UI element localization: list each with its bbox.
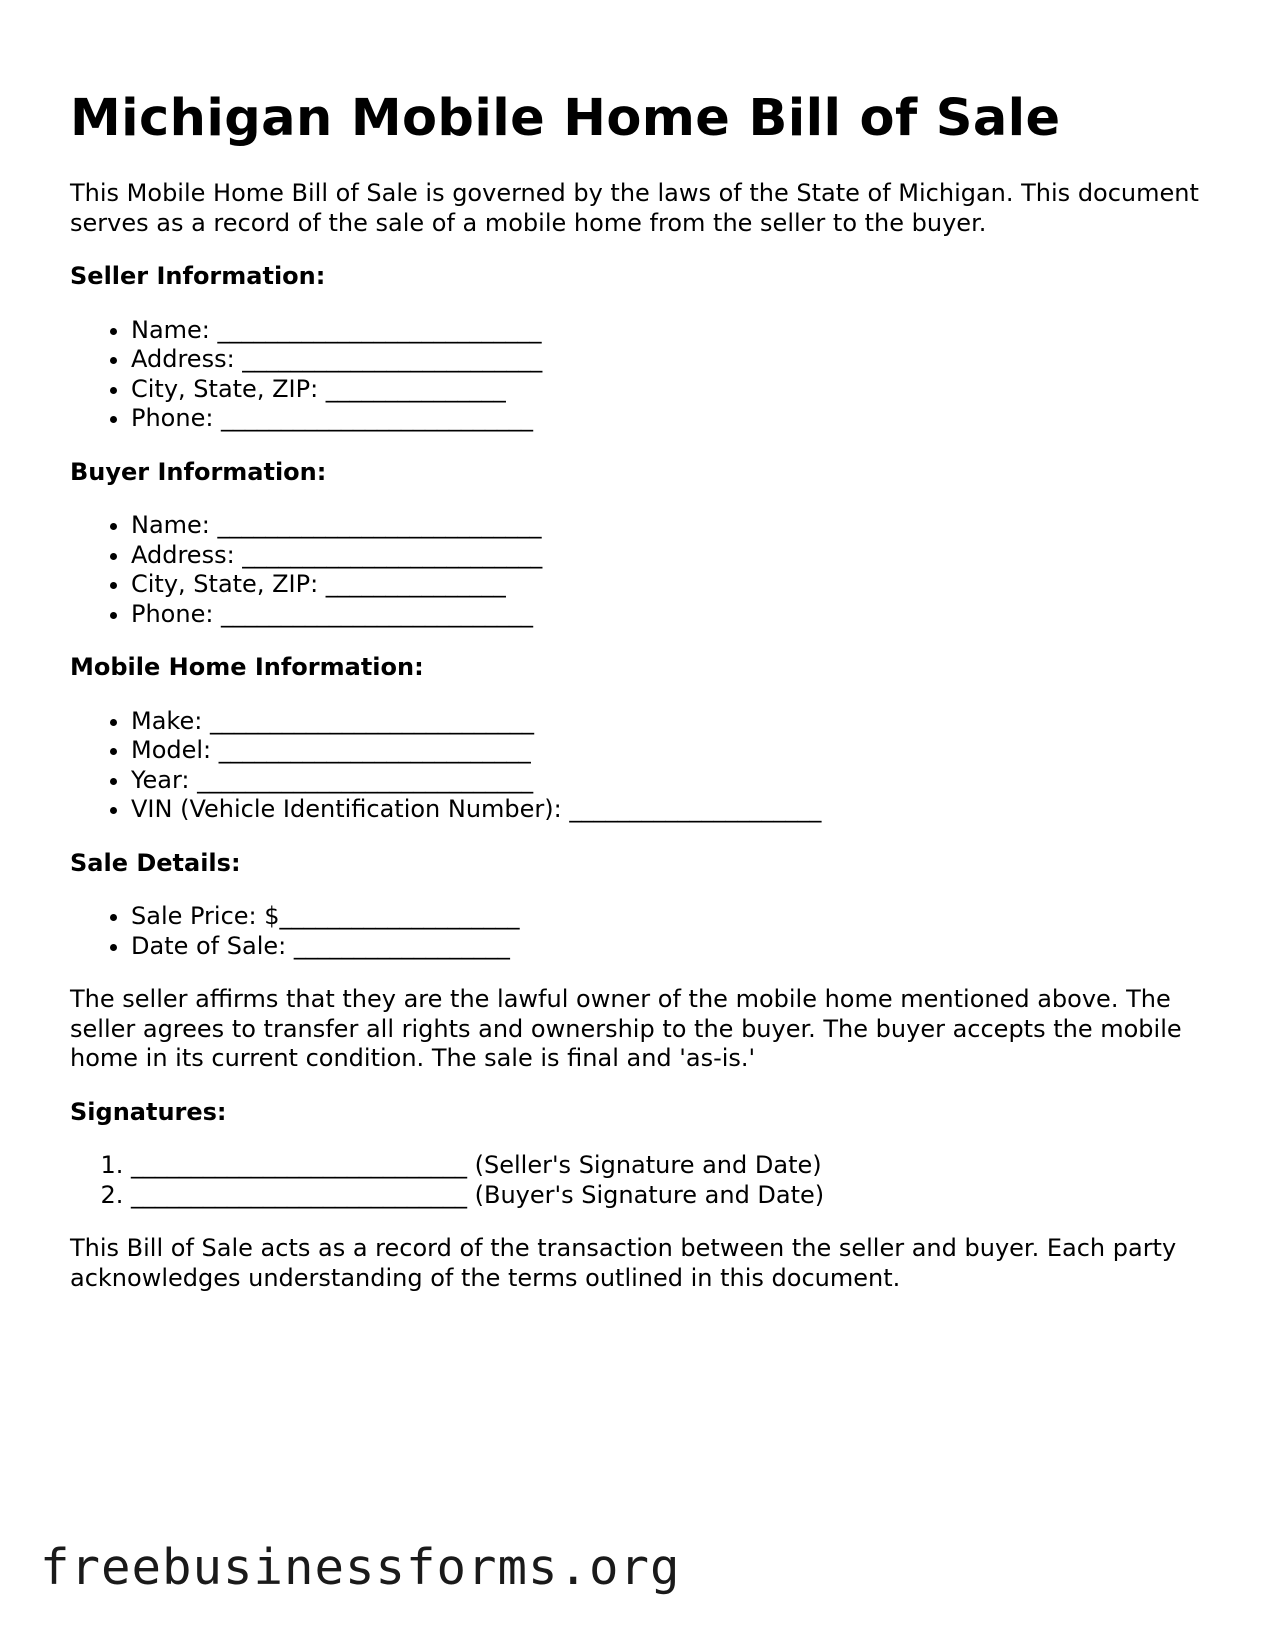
affirmation-paragraph: The seller affirms that they are the lawful owner of the mobile home mentioned above. The seller agrees to transfer all rights and ownership to the buyer. The buyer accepts the mobile home in its current condition. The sale is final and 'as-is.' [70, 985, 1182, 1072]
make-field: • Make: ___________________________ [131, 707, 1210, 737]
page-title: Michigan Mobile Home Bill of Sale [70, 89, 1061, 148]
sale-price-field: • Sale Price: $____________________ [131, 902, 1210, 932]
buyer-address-field: • Address: _________________________ [131, 541, 1210, 571]
mobile-home-heading: Mobile Home Information: [70, 653, 424, 681]
sale-details-heading: Sale Details: [70, 848, 241, 877]
signatures-heading: Signatures: [70, 1097, 227, 1126]
buyer-list [70, 511, 1210, 629]
seller-heading: Seller Information: [70, 262, 326, 290]
closing-paragraph: This Bill of Sale acts as a record of the transaction between the seller and buyer. Each party acknowledges understanding of the terms outlined in this document. [70, 1234, 1177, 1292]
seller-name-field: • Name: ___________________________ [131, 316, 1210, 346]
document-page [70, 88, 1210, 1293]
buyer-phone-field: • Phone: __________________________ [131, 600, 1210, 630]
vin-field: • VIN (Vehicle Identification Number): _____________________ [131, 795, 1210, 825]
sale-details-list [70, 902, 1210, 961]
intro-paragraph: This Mobile Home Bill of Sale is governed by the laws of the State of Michigan. This document serves as a record of the sale of a mobile home from the seller to the buyer. [70, 179, 1199, 237]
mobile-home-list [70, 707, 1210, 825]
buyer-heading: Buyer Information: [70, 457, 327, 486]
seller-phone-field: • Phone: __________________________ [131, 404, 1210, 434]
signatures-list [70, 1151, 1210, 1210]
buyer-city-state-zip-field: • City, State, ZIP: _______________ [131, 570, 1210, 600]
site-watermark: freebusinessforms.org [40, 1539, 681, 1596]
seller-signature-line: 1. ____________________________ (Seller's Signature and Date) [131, 1151, 1210, 1181]
seller-address-field: • Address: _________________________ [131, 345, 1210, 375]
date-of-sale-field: • Date of Sale: __________________ [131, 932, 1210, 962]
seller-list [70, 316, 1210, 434]
model-field: • Model: __________________________ [131, 736, 1210, 766]
year-field: • Year: ____________________________ [131, 766, 1210, 796]
buyer-name-field: • Name: ___________________________ [131, 511, 1210, 541]
buyer-signature-line: 2. ____________________________ (Buyer's Signature and Date) [131, 1181, 1210, 1211]
seller-city-state-zip-field: • City, State, ZIP: _______________ [131, 375, 1210, 405]
